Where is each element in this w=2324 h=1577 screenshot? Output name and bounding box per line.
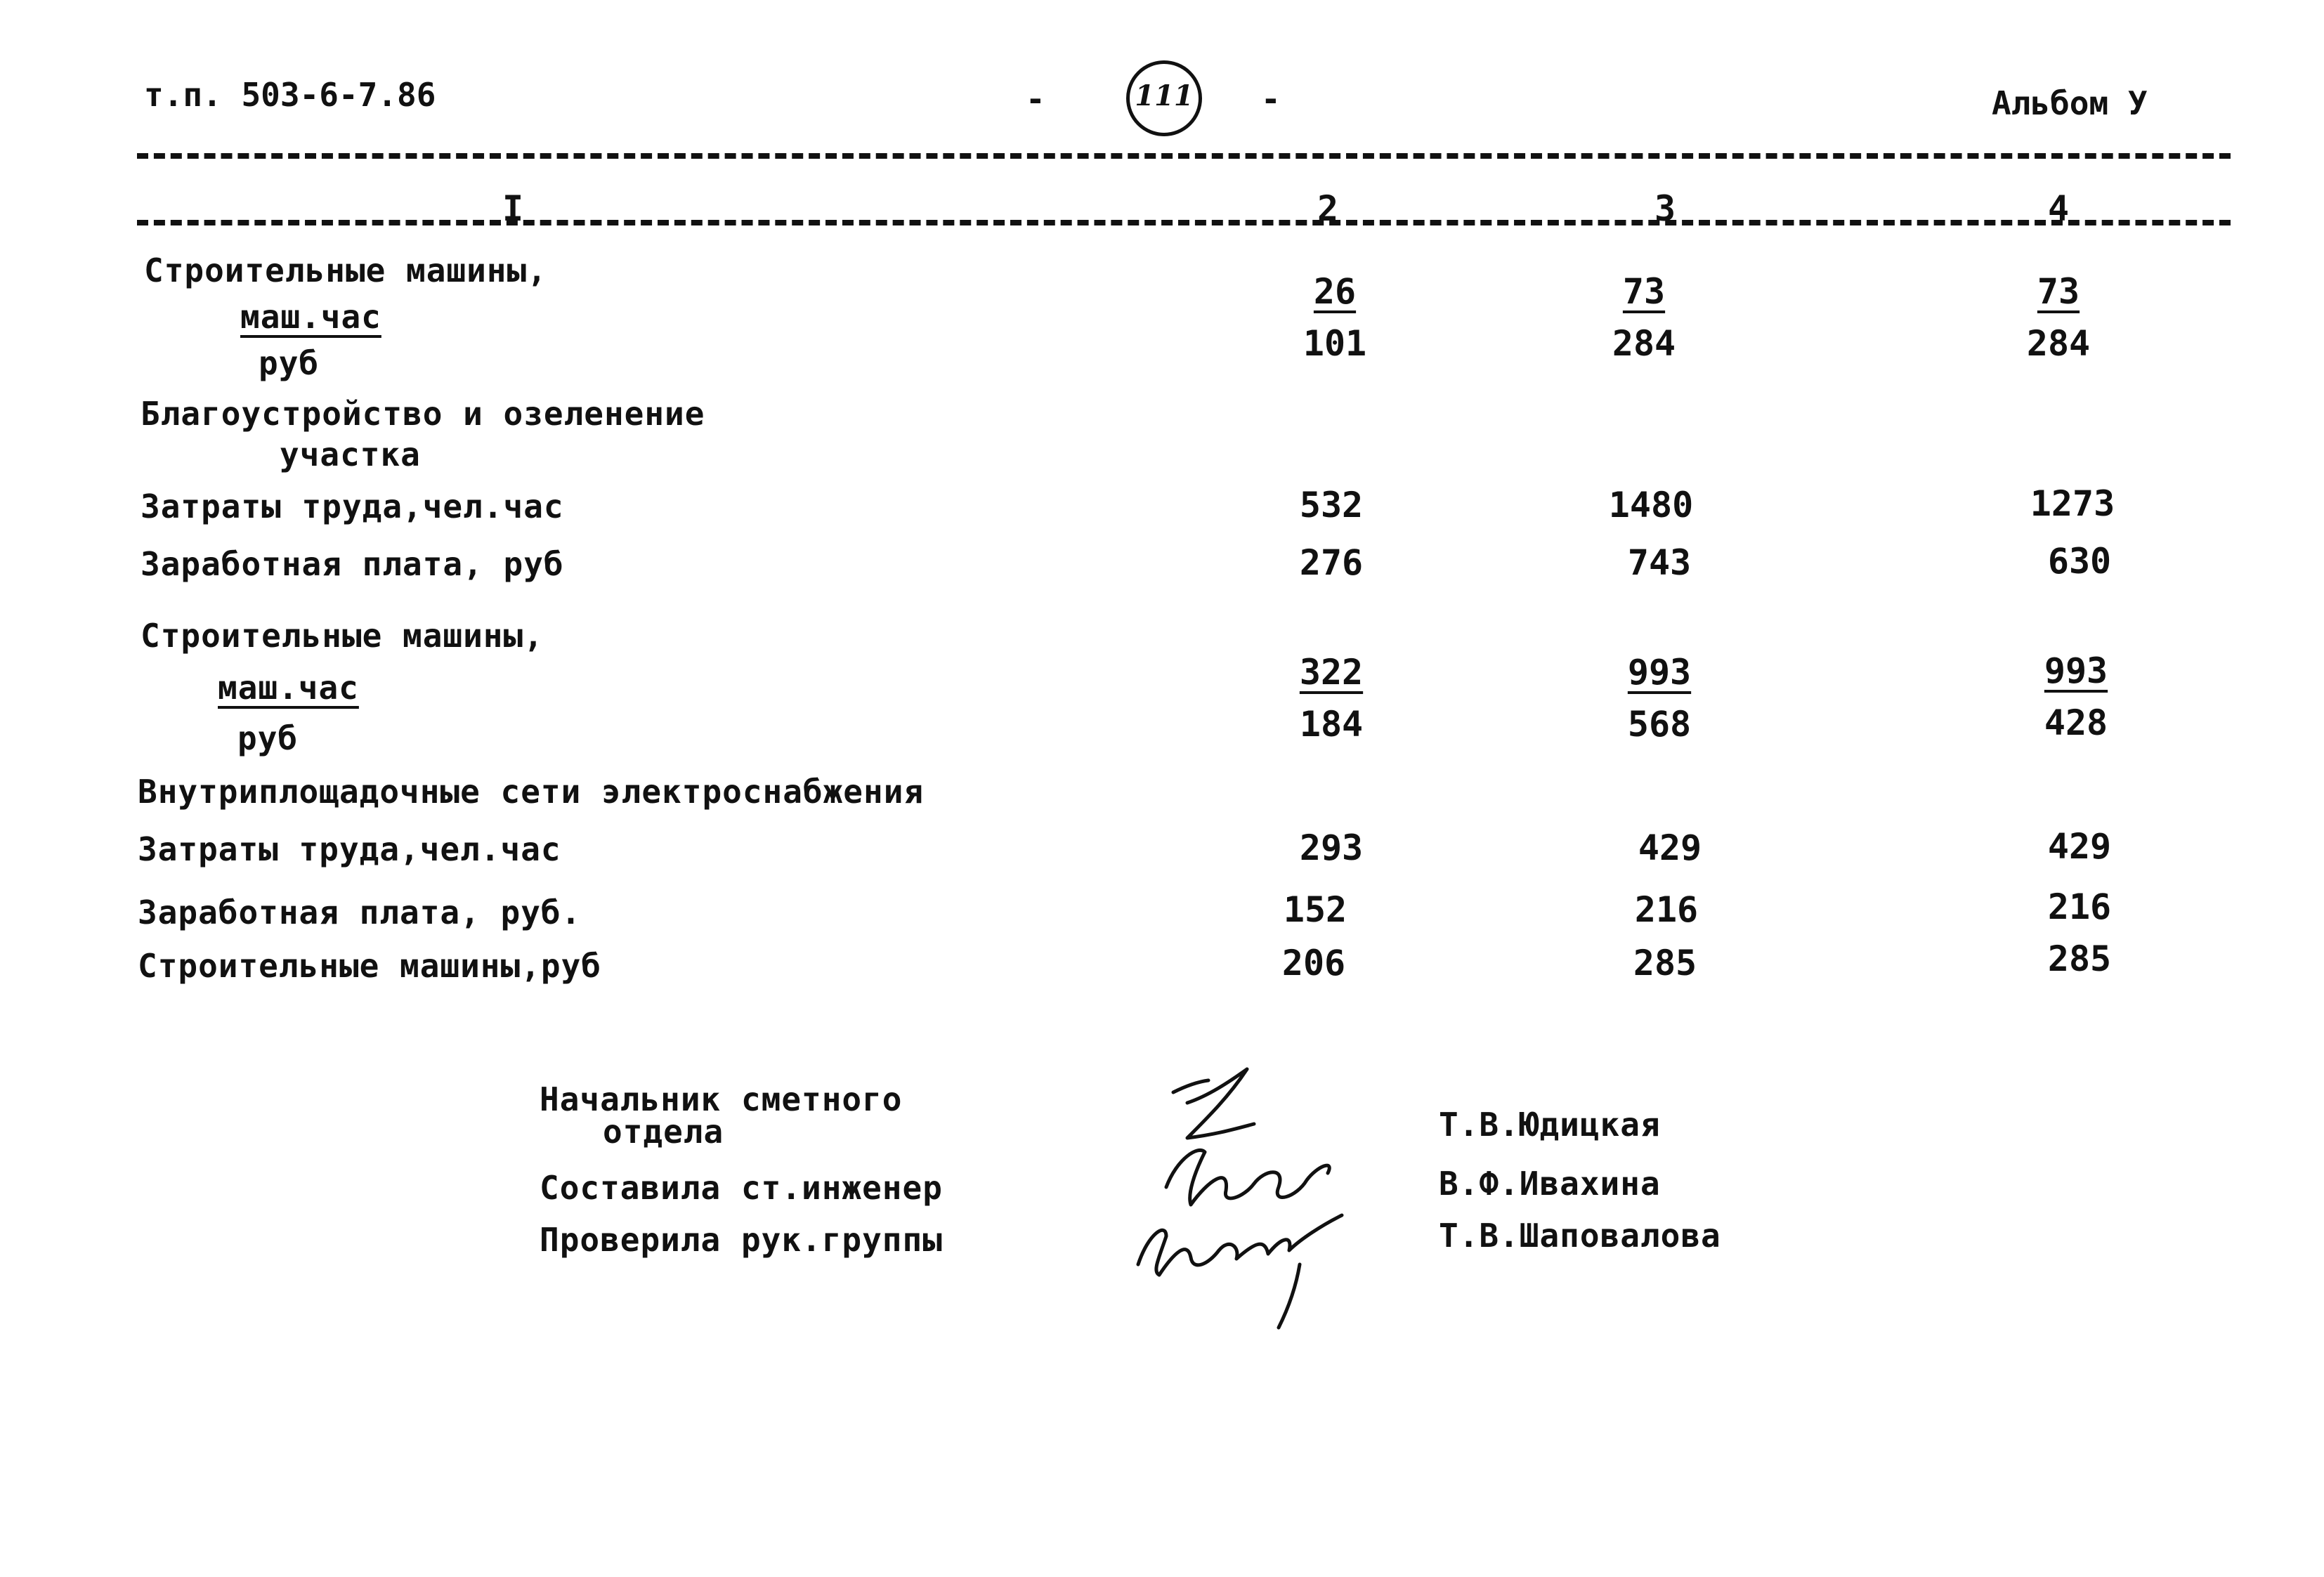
row-value-col4-bottom: 284 <box>2026 323 2091 364</box>
signatory-name: Т.В.Шаповалова <box>1439 1217 1721 1255</box>
row-value-col3: 216 <box>1634 889 1699 930</box>
signatory-role: Составила ст.инженер <box>540 1169 943 1207</box>
row-value-col3-top: 73 <box>1622 271 1666 312</box>
row-value-col4: 630 <box>2047 541 2112 582</box>
album-label: Альбом У <box>1992 84 2148 122</box>
row-label: Заработная плата, руб. <box>138 894 582 931</box>
row-value-col4: 216 <box>2047 886 2112 927</box>
row-value-col4: 285 <box>2047 938 2112 979</box>
column-header-1: I <box>502 188 524 229</box>
row-label: Затраты труда,чел.час <box>138 830 561 868</box>
section-heading: Внутриплощадочные сети электроснабжения <box>138 773 925 811</box>
column-header-4: 4 <box>2047 188 2070 229</box>
row-sublabel-unit: маш.час <box>218 669 359 707</box>
row-value-col4: 1273 <box>2030 483 2115 524</box>
row-value-col2: 293 <box>1299 827 1364 868</box>
section-heading: Благоустройство и озеленение <box>141 395 705 433</box>
signatory-role: Проверила рук.группы <box>540 1221 943 1259</box>
header-dash-left: - <box>1026 80 1045 118</box>
signatory-role: Начальник сметного <box>540 1080 903 1118</box>
row-value-col2-top: 26 <box>1313 271 1357 312</box>
row-value-col3-bottom: 568 <box>1627 704 1692 745</box>
row-sublabel-unit: маш.час <box>240 298 381 336</box>
row-value-col3: 1480 <box>1608 485 1694 525</box>
row-value-col4: 429 <box>2047 826 2112 867</box>
signatory-name: Т.В.Юдицкая <box>1439 1106 1661 1144</box>
section-heading-continued: участка <box>280 436 421 473</box>
row-value-col4-top: 993 <box>2044 650 2108 691</box>
column-header-3: 3 <box>1654 188 1676 229</box>
row-value-col4-top: 73 <box>2037 271 2080 312</box>
page-number: 111 <box>1135 79 1194 112</box>
document-code: т.п. 503-6-7.86 <box>144 76 436 114</box>
signatory-role-continued: отдела <box>603 1113 724 1151</box>
row-value-col3-bottom: 284 <box>1612 323 1676 364</box>
signatory-name: В.Ф.Ивахина <box>1439 1165 1661 1203</box>
row-label: Строительные машины, <box>141 617 544 655</box>
row-label: Затраты труда,чел.час <box>141 488 564 525</box>
row-value-col3-top: 993 <box>1627 652 1692 693</box>
row-sublabel-currency: руб <box>259 344 320 382</box>
row-value-col2: 276 <box>1299 542 1364 583</box>
row-value-col4-bottom: 428 <box>2044 702 2108 743</box>
page-number-stamp <box>1126 60 1202 136</box>
row-value-col2-bottom: 101 <box>1303 323 1367 364</box>
row-label: Строительные машины,руб <box>138 947 601 985</box>
row-value-col2: 532 <box>1299 485 1364 525</box>
row-value-col2-top: 322 <box>1299 652 1364 693</box>
signature-3 <box>1138 1215 1342 1328</box>
signature-1 <box>1173 1069 1254 1138</box>
row-sublabel-currency: руб <box>237 719 299 757</box>
signature-2 <box>1166 1150 1329 1205</box>
row-value-col2: 206 <box>1281 943 1346 983</box>
column-header-2: 2 <box>1317 188 1339 229</box>
header-rule <box>137 153 2231 159</box>
column-header-rule <box>137 220 2231 225</box>
row-value-col3: 285 <box>1633 943 1697 983</box>
row-value-col3: 429 <box>1638 827 1702 868</box>
row-value-col2: 152 <box>1283 889 1347 930</box>
row-value-col2-bottom: 184 <box>1299 704 1364 745</box>
row-label: Строительные машины, <box>144 251 547 289</box>
header-dash-right: - <box>1261 80 1281 118</box>
row-value-col3: 743 <box>1627 542 1692 583</box>
row-label: Заработная плата, руб <box>141 545 564 583</box>
handwritten-signatures <box>1110 1054 1405 1349</box>
